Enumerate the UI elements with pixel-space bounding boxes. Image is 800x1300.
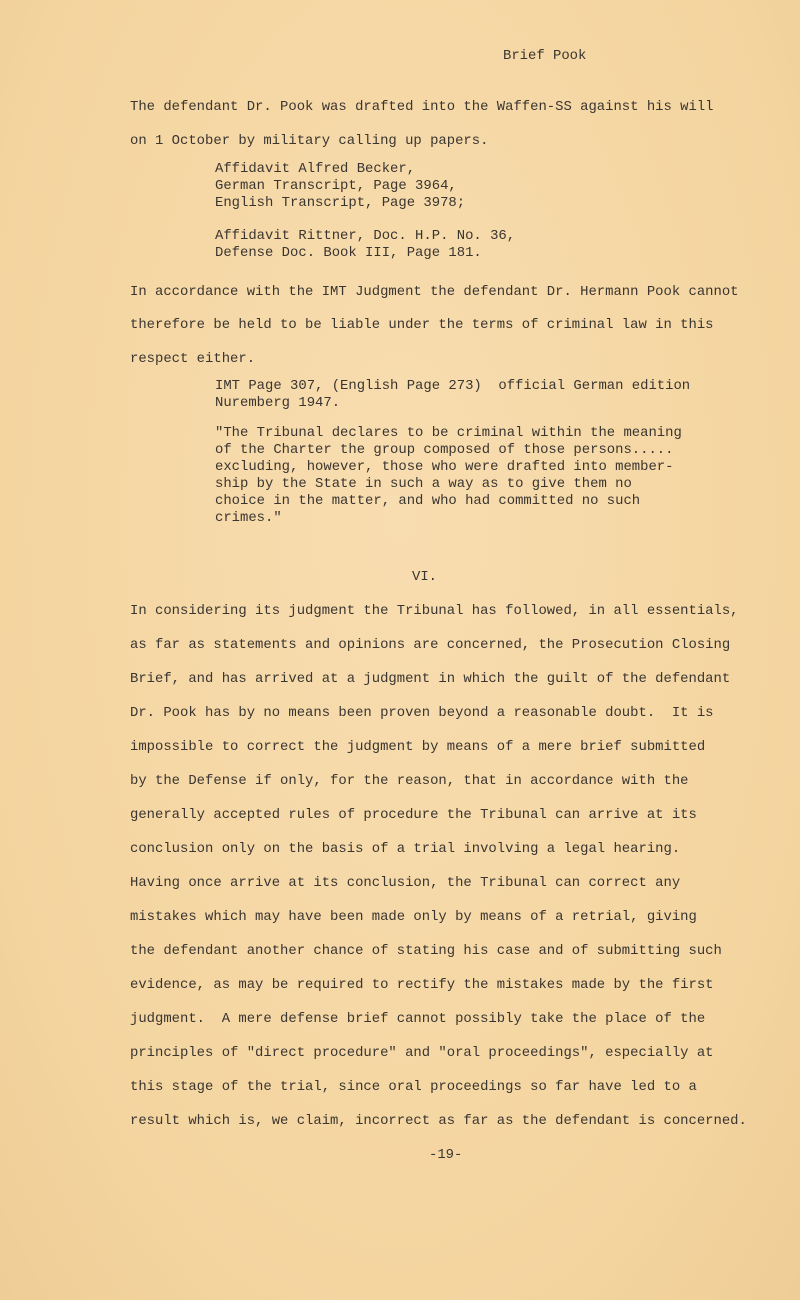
running-header: Brief Pook [503,48,587,64]
paragraph-line: as far as statements and opinions are concerned, the Prosecution Closing [130,637,731,653]
page-number: -19- [429,1147,463,1163]
citation-line: Nuremberg 1947. [215,395,341,411]
paragraph-line: In accordance with the IMT Judgment the defendant Dr. Hermann Pook cannot [130,284,739,300]
paragraph-line: by the Defense if only, for the reason, that in accordance with the [130,773,689,789]
citation-line: Affidavit Rittner, Doc. H.P. No. 36, [215,228,516,244]
quote-line: choice in the matter, and who had committed no such [215,493,641,509]
paragraph-line: Brief, and has arrived at a judgment in which the guilt of the defendant [130,671,731,687]
citation-line: Affidavit Alfred Becker, [215,161,416,177]
paragraph-line: this stage of the trial, since oral proceedings so far have led to a [130,1079,697,1095]
citation-line: English Transcript, Page 3978; [215,195,466,211]
paragraph-line: principles of "direct procedure" and "oral proceedings", especially at [130,1045,714,1061]
citation-line: IMT Page 307, (English Page 273) official German edition [215,378,691,394]
quote-line: crimes." [215,510,282,526]
paragraph-line: Having once arrive at its conclusion, the Tribunal can correct any [130,875,681,891]
quote-line: ship by the State in such a way as to give them no [215,476,632,492]
paragraph-line: impossible to correct the judgment by means of a mere brief submitted [130,739,706,755]
quote-line: excluding, however, those who were drafted into member- [215,459,674,475]
paragraph-line: evidence, as may be required to rectify the mistakes made by the first [130,977,714,993]
paragraph-line: Dr. Pook has by no means been proven beyond a reasonable doubt. It is [130,705,714,721]
paragraph-line: judgment. A mere defense brief cannot possibly take the place of the [130,1011,706,1027]
paragraph-line: The defendant Dr. Pook was drafted into the Waffen-SS against his will [130,99,714,115]
paragraph-line: mistakes which may have been made only by means of a retrial, giving [130,909,697,925]
paragraph-line: In considering its judgment the Tribunal has followed, in all essentials, [130,603,739,619]
citation-line: German Transcript, Page 3964, [215,178,457,194]
paragraph-line: result which is, we claim, incorrect as far as the defendant is concerned. [130,1113,747,1129]
quote-line: of the Charter the group composed of those persons..... [215,442,674,458]
paragraph-line: conclusion only on the basis of a trial involving a legal hearing. [130,841,681,857]
citation-line: Defense Doc. Book III, Page 181. [215,245,482,261]
paragraph-line: therefore be held to be liable under the terms of criminal law in this [130,317,714,333]
paragraph-line: generally accepted rules of procedure the Tribunal can arrive at its [130,807,697,823]
paragraph-line: on 1 October by military calling up papers. [130,133,489,149]
quote-line: "The Tribunal declares to be criminal within the meaning [215,425,682,441]
paragraph-line: the defendant another chance of stating his case and of submitting such [130,943,722,959]
section-heading: VI. [412,569,438,585]
paragraph-line: respect either. [130,351,256,367]
